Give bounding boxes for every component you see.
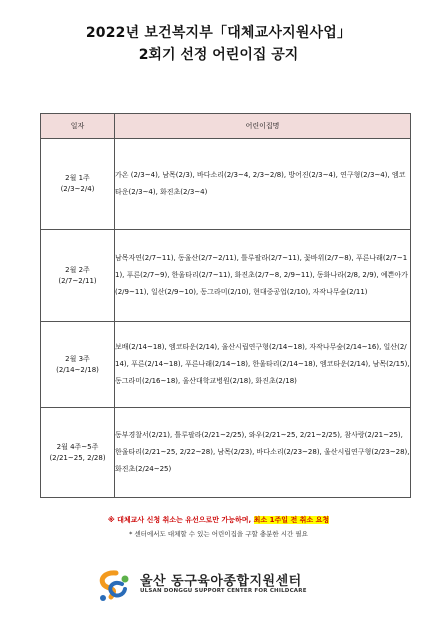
table-row — [41, 139, 411, 230]
document-title-line2: 2회기 선정 어린이집 공지 — [138, 47, 299, 63]
notice-highlight: 최소 1주일 전 취소 요청 — [253, 516, 330, 524]
period-cell — [41, 139, 115, 230]
period-dates: (2/14~2/18) — [56, 365, 99, 374]
period-cell — [41, 322, 115, 408]
organization-name-english: ULSAN DONGGU SUPPORT CENTER FOR CHILDCARE — [140, 588, 307, 594]
period-main: 2월 2주 — [65, 265, 90, 274]
period-main: 2월 1주 — [65, 174, 90, 182]
period-main: 2월 3주 — [65, 354, 90, 363]
centers-cell: 남목자연(2/7~11), 동울산(2/7~2/11), 틀루팔라(2/7~11), 꽃바위(2/7~8), 푸른나래(2/7~11), 푸른(2/7~9), 한울타리(2/7~11), 화진초(2/7~8, 2/9~11), 동화나라(2/8, 2/9), 예쁜아가(2/9~11), 일산(2/9~10), 동그라미(2/10), 현대중공업(2/10), 자작나무숲(2/11) — [115, 230, 411, 322]
centers-cell: 동부경찰서(2/21), 틀루팔라(2/21~2/25), 와우(2/21~25, 2/21~2/25), 참사랑(2/21~25), 한울타리(2/21~25, 2/22~28), 남목(2/23), 바다소리(2/23~28), 울산시립연구형(2/23~28), 화진초(2/24~25) — [115, 408, 411, 498]
period-dates: (2/7~2/11) — [58, 276, 97, 285]
header-date: 일자 — [41, 114, 115, 139]
table-header-row — [41, 114, 411, 139]
header-center-name: 어린이집명 — [115, 114, 411, 139]
organization-name: 울산 동구육아종합지원센터 — [140, 574, 302, 589]
cancellation-notice — [0, 515, 437, 525]
centers-cell: 보배(2/14~18), 엠코타운(2/14), 울산시립연구형(2/14~18), 자작나무숲(2/14~16), 일산(2/14), 푸른(2/14~18), 푸른나래(2/14~18), 한울타리(2/14~18), 엠코타운(2/14), 남목(2/15), 동그라미(2/16~18), 울산대학교병원(2/18), 화진초(2/18) — [115, 322, 411, 408]
table-row — [41, 322, 411, 408]
document-title-line1: 2022년 보건복지부「대체교사지원사업」 — [85, 25, 352, 41]
centers-cell: 가온 (2/3~4), 남목(2/3), 바다소리(2/3~4, 2/3~2/8), 방어진(2/3~4), 연구형(2/3~4), 엠코타운(2/3~4), 화진초(2/3~4) — [115, 139, 411, 230]
notice-subtext: * 센터에서도 대체할 수 있는 어린이집을 구할 충분한 시간 필요 — [129, 530, 308, 538]
table-row — [41, 408, 411, 498]
period-dates: (2/21~25, 2/28) — [49, 453, 106, 462]
period-cell — [41, 408, 115, 498]
childcare-center-logo-icon — [96, 568, 132, 604]
period-main: 2월 4주~5주 — [56, 442, 99, 451]
table-row — [41, 230, 411, 322]
schedule-table — [40, 113, 411, 498]
notice-prefix: ※ 대체교사 신청 취소는 유선으로만 가능하며, — [107, 516, 252, 524]
period-cell — [41, 230, 115, 322]
period-dates: (2/3~2/4) — [60, 185, 95, 193]
